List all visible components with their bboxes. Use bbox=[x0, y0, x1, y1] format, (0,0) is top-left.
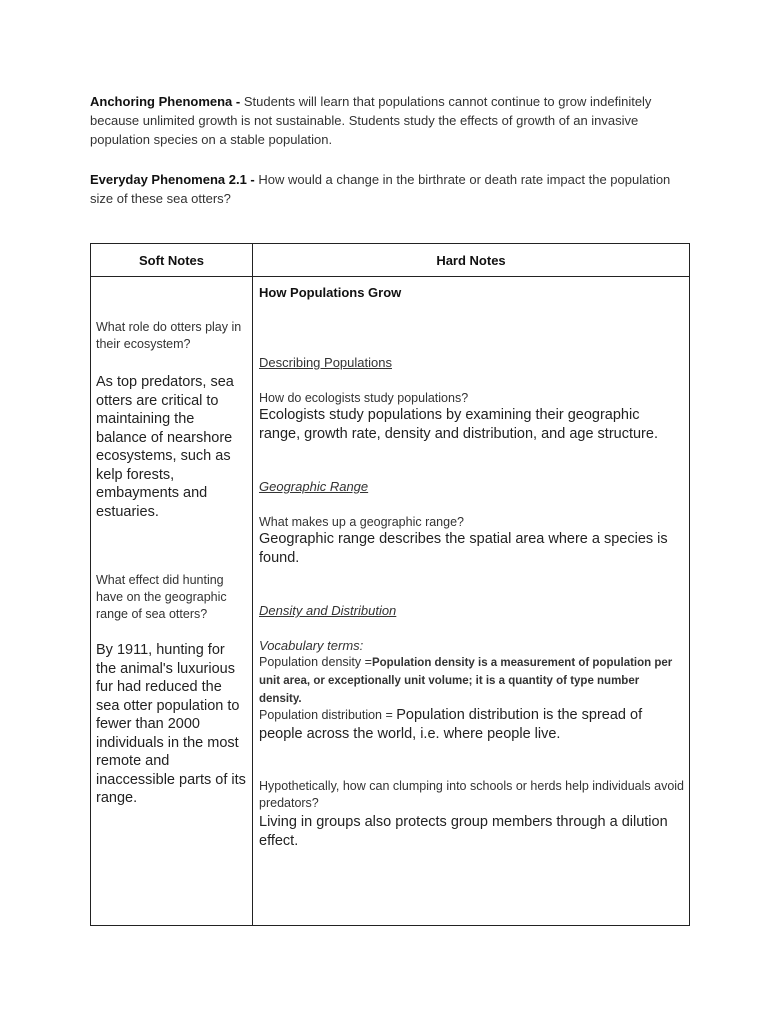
everyday-label: Everyday Phenomena 2.1 - bbox=[90, 172, 255, 187]
hard-notes-header: Hard Notes bbox=[253, 244, 690, 277]
range-question: What makes up a geographic range? bbox=[259, 515, 464, 529]
describing-populations-heading: Describing Populations bbox=[259, 355, 392, 370]
soft-answer-hunting: By 1911, hunting for the animal's luxurious fur had reduced the sea otter population to fewer than 2000 individuals in the most remote and inaccessible parts of its range. bbox=[96, 642, 246, 806]
soft-answer-otter-role: As top predators, sea otters are critical to maintaining the balance of nearshore ecosystems, such as kelp forests, embayments and estuaries. bbox=[96, 374, 234, 520]
population-density-entry bbox=[259, 654, 684, 708]
clumping-answer: Living in groups also protects group members through a dilution effect. bbox=[259, 814, 668, 849]
describing-question: How do ecologists study populations? bbox=[259, 391, 469, 405]
anchoring-label: Anchoring Phenomena - bbox=[90, 94, 241, 109]
hard-title: How Populations Grow bbox=[259, 285, 402, 300]
density-term: Population density = bbox=[259, 655, 372, 669]
soft-question-hunting: What effect did hunting have on the geographic range of sea otters? bbox=[96, 573, 227, 621]
anchoring-text: Students will learn that populations cannot continue to grow indefinitely because unlimited growth is not sustainable. Students study the effects of growth of an invasive population species on a stable population. bbox=[90, 94, 652, 147]
everyday-text: How would a change in the birthrate or death rate impact the population size of these sea otters? bbox=[90, 172, 671, 206]
clumping-question: Hypothetically, how can clumping into schools or herds help individuals avoid predators? bbox=[259, 779, 684, 810]
population-distribution-entry bbox=[259, 706, 684, 743]
range-answer: Geographic range describes the spatial area where a species is found. bbox=[259, 531, 668, 566]
vocabulary-label: Vocabulary terms: bbox=[259, 638, 364, 653]
soft-question-otter-role: What role do otters play in their ecosystem? bbox=[96, 320, 242, 351]
geographic-range-heading: Geographic Range bbox=[259, 479, 369, 494]
distribution-definition: Population distribution is the spread of people across the world, i.e. where people live. bbox=[259, 707, 643, 742]
hard-notes-cell bbox=[253, 277, 690, 926]
soft-notes-cell bbox=[91, 277, 253, 926]
everyday-phenomena bbox=[90, 170, 690, 208]
notes-table bbox=[90, 243, 690, 926]
anchoring-phenomena bbox=[90, 92, 690, 149]
density-definition: Population density is a measurement of population per unit area, or exceptionally unit volume; it is a quantity of type number density. bbox=[259, 657, 673, 705]
describing-answer: Ecologists study populations by examining their geographic range, growth rate, density and distribution, and age structure. bbox=[259, 407, 658, 442]
soft-notes-header: Soft Notes bbox=[91, 244, 253, 277]
density-distribution-heading: Density and Distribution bbox=[259, 603, 397, 618]
distribution-term: Population distribution = bbox=[259, 708, 397, 722]
